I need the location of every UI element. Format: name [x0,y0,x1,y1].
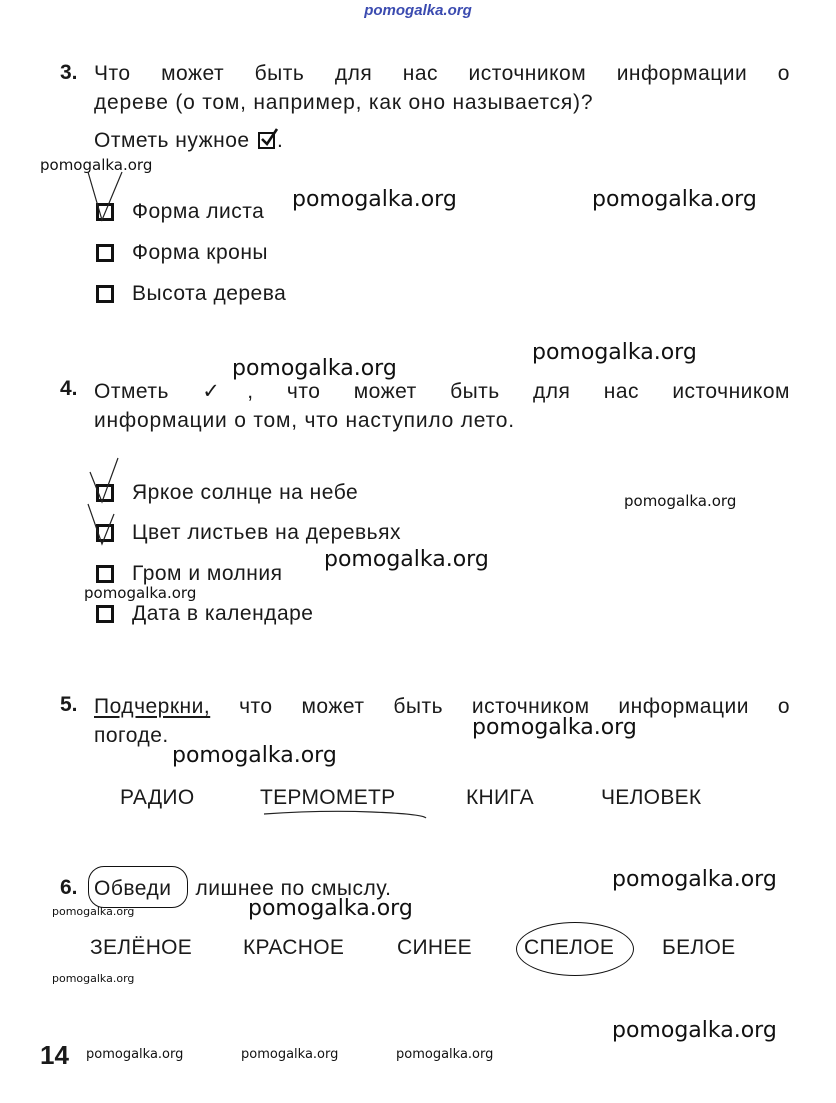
watermark: pomogalka.org [84,584,197,602]
watermark: pomogalka.org [472,715,637,740]
task-3-number: 3. [60,61,78,84]
task-5-word-1[interactable]: РАДИО [120,786,195,809]
task-6-word-1[interactable]: ЗЕЛЁНОЕ [90,936,193,959]
watermark: pomogalka.org [592,187,757,212]
handwritten-underline [262,806,432,822]
watermark: pomogalka.org [292,187,457,212]
watermark: pomogalka.org [396,1047,494,1062]
header-watermark: pomogalka.org [364,2,472,19]
handwritten-check-icon [84,168,134,226]
watermark: pomogalka.org [40,156,153,174]
watermark: pomogalka.org [624,492,737,510]
task-4-question-line-2: информации о том, что наступило лето. [94,409,515,432]
task-5-word-3[interactable]: КНИГА [466,786,534,809]
circle-instruction: Обведи [94,877,172,900]
checkbox-checked-icon [258,132,275,149]
task-5-word-4[interactable]: ЧЕЛОВЕК [601,786,702,809]
task-6-question: Обведи лишнее по смыслу. [94,877,392,900]
task-3-question-line-1: Что может быть для нас источником информации о [94,62,790,85]
task-3-instruction: Отметь нужное . [94,129,284,152]
task-5-question-line-2: погоде. [94,724,169,747]
underline-instruction: Подчеркни, [94,695,211,718]
watermark: pomogalka.org [324,547,489,572]
checkbox[interactable] [96,565,114,583]
watermark: pomogalka.org [232,356,397,381]
handwritten-check-icon [86,456,126,506]
option-label: Форма кроны [132,241,269,264]
task-5-number: 5. [60,693,78,716]
watermark: pomogalka.org [612,1018,777,1043]
handwritten-oval [516,922,634,976]
handwritten-check-icon [84,500,124,548]
watermark: pomogalka.org [532,340,697,365]
checkbox[interactable] [96,285,114,303]
task-4-number: 4. [60,377,78,400]
watermark: pomogalka.org [241,1047,339,1062]
task-4-option-2[interactable] [96,520,401,546]
task-6-number: 6. [60,876,78,899]
task-5-word-2[interactable]: ТЕРМОМЕТР [260,786,396,809]
watermark: pomogalka.org [612,867,777,892]
watermark: pomogalka.org [86,1047,184,1062]
task-6-word-4[interactable]: СПЕЛОЕ [524,936,615,959]
watermark: pomogalka.org [52,905,135,918]
watermark: pomogalka.org [248,896,413,921]
task-4-question-line-1: Отметь ✓, что может быть для нас источником [94,380,790,403]
checkbox[interactable] [96,244,114,262]
option-label: Яркое солнце на небе [132,481,359,504]
option-label: Высота дерева [132,282,287,305]
checkbox[interactable] [96,605,114,623]
task-3-question-line-2: дереве (о том, например, как оно называется)? [94,91,594,114]
task-4-option-4[interactable] [96,601,313,627]
watermark: pomogalka.org [172,743,337,768]
task-6-word-5[interactable]: БЕЛОЕ [662,936,736,959]
option-label: Гром и молния [132,562,283,585]
task-6-word-3[interactable]: СИНЕЕ [397,936,472,959]
task-3-option-2[interactable] [96,240,268,266]
task-4-option-1[interactable] [96,480,358,506]
watermark: pomogalka.org [52,972,135,985]
option-label: Форма листа [132,200,265,223]
option-label: Цвет листьев на деревьях [132,521,401,544]
task-3-option-3[interactable] [96,281,286,307]
handwritten-oval [88,866,188,908]
page-number: 14 [40,1040,69,1070]
task-5-question-line-1: Подчеркни, что может быть источником информации о [94,695,791,718]
task-6-word-2[interactable]: КРАСНОЕ [243,936,345,959]
option-label: Дата в календаре [132,602,314,625]
